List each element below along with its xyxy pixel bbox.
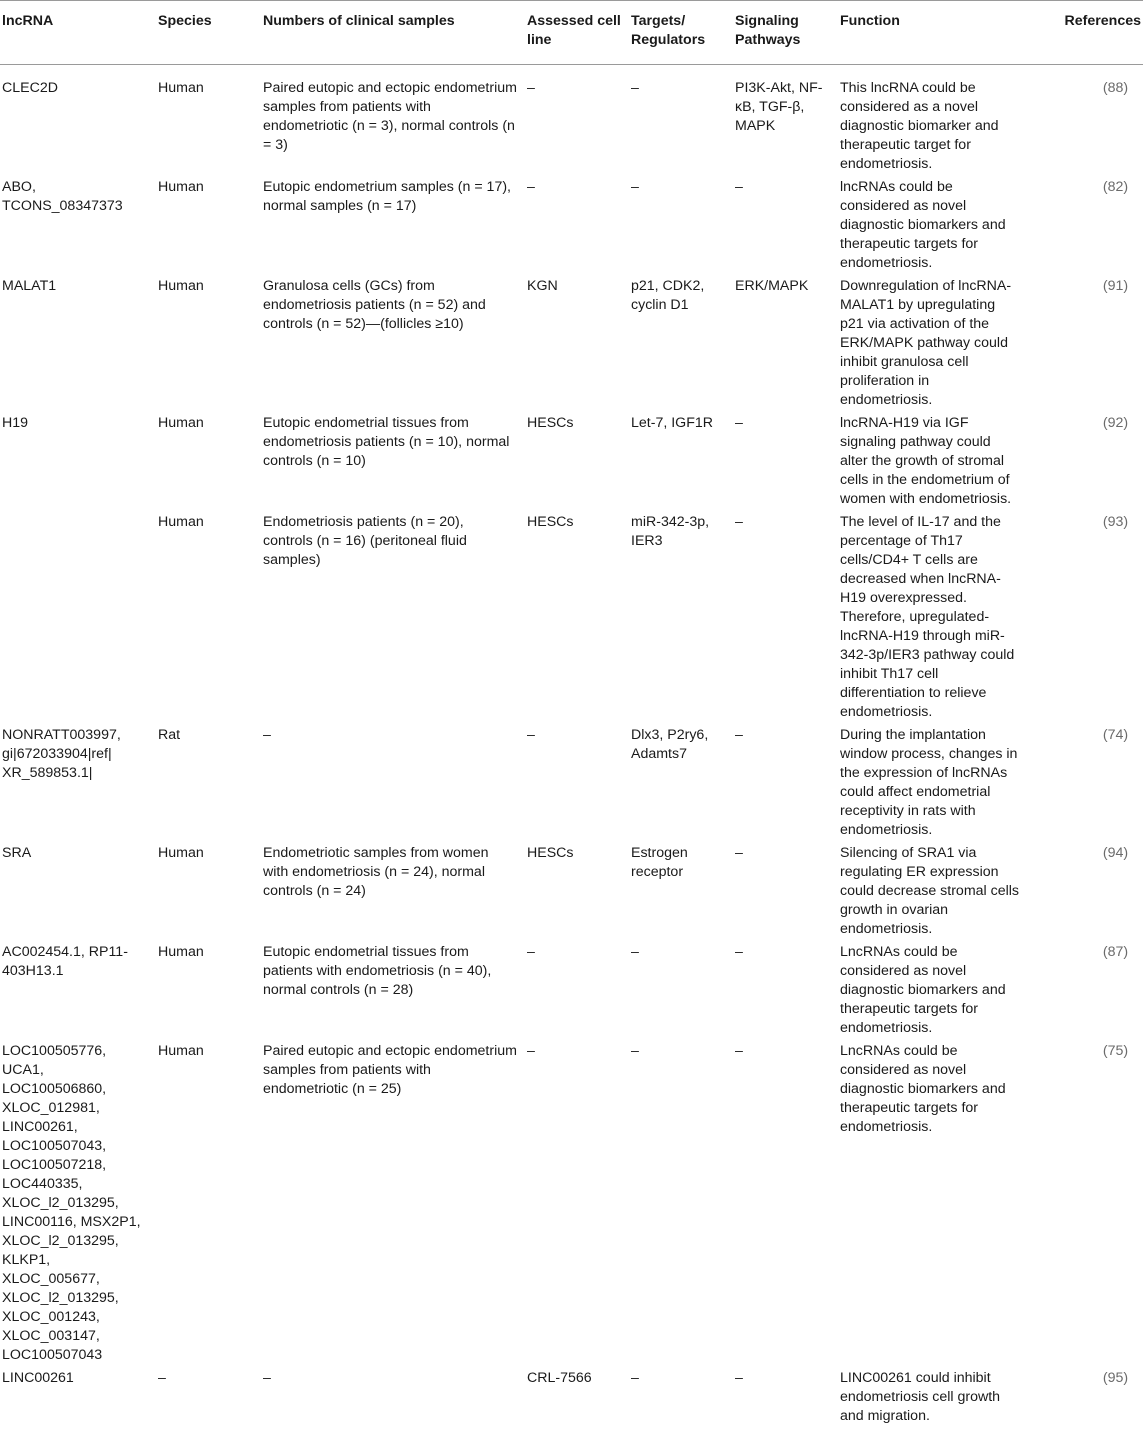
cell-pathways: – [733, 1369, 838, 1430]
cell-species: Human [156, 414, 261, 513]
cell-samples: Paired eutopic and ectopic endometrium samples from patients with endometriotic (n = 3), normal controls (n = 3) [261, 65, 525, 179]
cell-samples: Endometriosis patients (n = 20), controls (n = 16) (peritoneal fluid samples) [261, 513, 525, 726]
cell-lncrna: NONRATT003997, gi|672033904|ref| XR_589853.1| [0, 726, 156, 844]
cell-targets: Let-7, IGF1R [629, 414, 733, 513]
cell-lncrna [0, 513, 156, 726]
cell-reference: (95) [1028, 1369, 1143, 1430]
cell-reference: (82) [1028, 178, 1143, 277]
header-cell-line: Assessed cell line [525, 1, 629, 65]
table-row [0, 513, 1143, 726]
cell-targets: – [629, 65, 733, 179]
cell-function: lncRNA-H19 via IGF signaling pathway could alter the growth of stromal cells in the endometrium of women with endometriosis. [838, 414, 1028, 513]
cell-function: lncRNAs could be considered as novel diagnostic biomarkers and therapeutic targets for endometriosis. [838, 178, 1028, 277]
cell-reference: (92) [1028, 414, 1143, 513]
cell-samples: – [261, 1369, 525, 1430]
header-row [0, 1, 1143, 65]
cell-species: Human [156, 178, 261, 277]
header-references: References [1028, 1, 1143, 65]
cell-species: Rat [156, 726, 261, 844]
cell-function: LncRNAs could be considered as novel diagnostic biomarkers and therapeutic targets for endometriosis. [838, 1042, 1028, 1369]
cell-reference: (94) [1028, 844, 1143, 943]
cell-cell-line: – [525, 65, 629, 179]
cell-function: Silencing of SRA1 via regulating ER expression could decrease stromal cells growth in ovarian endometriosis. [838, 844, 1028, 943]
cell-function: LINC00261 could inhibit endometriosis cell growth and migration. [838, 1369, 1028, 1430]
cell-samples: Paired eutopic and ectopic endometrium samples from patients with endometriotic (n = 25) [261, 1042, 525, 1369]
table-header [0, 1, 1143, 65]
cell-lncrna: H19 [0, 414, 156, 513]
cell-species: Human [156, 65, 261, 179]
cell-targets: miR-342-3p, IER3 [629, 513, 733, 726]
cell-samples: – [261, 726, 525, 844]
cell-species: Human [156, 513, 261, 726]
cell-pathways: ERK/MAPK [733, 277, 838, 414]
header-function: Function [838, 1, 1028, 65]
cell-function: The level of IL-17 and the percentage of Th17 cells/CD4+ T cells are decreased when lncRNA-H19 overexpressed. Therefore, upregulated-lncRNA-H19 through miR-342-3p/IER3 pathway could inhibit Th17 cell differentiation to relieve endometriosis. [838, 513, 1028, 726]
cell-pathways: – [733, 726, 838, 844]
cell-pathways: PI3K-Akt, NF-κB, TGF-β, MAPK [733, 65, 838, 179]
cell-cell-line: – [525, 1042, 629, 1369]
cell-cell-line: – [525, 178, 629, 277]
cell-cell-line: CRL-7566 [525, 1369, 629, 1430]
table-body [0, 65, 1143, 1430]
cell-targets: Dlx3, P2ry6, Adamts7 [629, 726, 733, 844]
cell-lncrna: SRA [0, 844, 156, 943]
cell-pathways: – [733, 844, 838, 943]
cell-reference: (88) [1028, 65, 1143, 179]
cell-function: During the implantation window process, changes in the expression of lncRNAs could affect endometrial receptivity in rats with endometriosis. [838, 726, 1028, 844]
table-row [0, 726, 1143, 844]
cell-targets: – [629, 1369, 733, 1430]
cell-targets: – [629, 178, 733, 277]
cell-lncrna: LOC100505776, UCA1, LOC100506860, XLOC_012981, LINC00261, LOC100507043, LOC100507218, LOC440335, XLOC_l2_013295, LINC00116, MSX2P1, XLOC_l2_013295, KLKP1, XLOC_005677, XLOC_l2_013295, XLOC_001243, XLOC_003147, LOC100507043 [0, 1042, 156, 1369]
cell-samples: Eutopic endometrial tissues from endometriosis patients (n = 10), normal controls (n = 10) [261, 414, 525, 513]
cell-targets: Estrogen receptor [629, 844, 733, 943]
table-row [0, 65, 1143, 179]
cell-species: Human [156, 943, 261, 1042]
header-lncrna: lncRNA [0, 1, 156, 65]
cell-species: Human [156, 277, 261, 414]
table-row [0, 1042, 1143, 1369]
cell-species: – [156, 1369, 261, 1430]
cell-reference: (93) [1028, 513, 1143, 726]
cell-targets: – [629, 1042, 733, 1369]
cell-reference: (91) [1028, 277, 1143, 414]
table-row [0, 1369, 1143, 1430]
table-row [0, 178, 1143, 277]
cell-reference: (75) [1028, 1042, 1143, 1369]
cell-targets: p21, CDK2, cyclin D1 [629, 277, 733, 414]
table-row [0, 277, 1143, 414]
cell-lncrna: MALAT1 [0, 277, 156, 414]
cell-pathways: – [733, 178, 838, 277]
header-pathways: Signaling Pathways [733, 1, 838, 65]
cell-cell-line: – [525, 726, 629, 844]
cell-function: LncRNAs could be considered as novel diagnostic biomarkers and therapeutic targets for endometriosis. [838, 943, 1028, 1042]
cell-pathways: – [733, 414, 838, 513]
cell-species: Human [156, 1042, 261, 1369]
cell-cell-line: KGN [525, 277, 629, 414]
cell-samples: Granulosa cells (GCs) from endometriosis patients (n = 52) and controls (n = 52)—(follicles ≥10) [261, 277, 525, 414]
cell-lncrna: ABO, TCONS_08347373 [0, 178, 156, 277]
cell-cell-line: HESCs [525, 414, 629, 513]
table-row [0, 414, 1143, 513]
cell-function: Downregulation of lncRNA-MALAT1 by upregulating p21 via activation of the ERK/MAPK pathway could inhibit granulosa cell proliferation in endometriosis. [838, 277, 1028, 414]
header-targets: Targets/ Regulators [629, 1, 733, 65]
table-row [0, 943, 1143, 1042]
cell-samples: Endometriotic samples from women with endometriosis (n = 24), normal controls (n = 24) [261, 844, 525, 943]
cell-lncrna: LINC00261 [0, 1369, 156, 1430]
cell-samples: Eutopic endometrial tissues from patients with endometriosis (n = 40), normal controls (n = 28) [261, 943, 525, 1042]
cell-pathways: – [733, 943, 838, 1042]
header-species: Species [156, 1, 261, 65]
cell-reference: (87) [1028, 943, 1143, 1042]
table-row [0, 844, 1143, 943]
cell-reference: (74) [1028, 726, 1143, 844]
cell-cell-line: HESCs [525, 844, 629, 943]
cell-cell-line: – [525, 943, 629, 1042]
cell-lncrna: CLEC2D [0, 65, 156, 179]
cell-samples: Eutopic endometrium samples (n = 17), normal samples (n = 17) [261, 178, 525, 277]
cell-cell-line: HESCs [525, 513, 629, 726]
cell-lncrna: AC002454.1, RP11-403H13.1 [0, 943, 156, 1042]
cell-pathways: – [733, 1042, 838, 1369]
cell-pathways: – [733, 513, 838, 726]
header-samples: Numbers of clinical samples [261, 1, 525, 65]
cell-targets: – [629, 943, 733, 1042]
cell-function: This lncRNA could be considered as a novel diagnostic biomarker and therapeutic target for endometriosis. [838, 65, 1028, 179]
cell-species: Human [156, 844, 261, 943]
